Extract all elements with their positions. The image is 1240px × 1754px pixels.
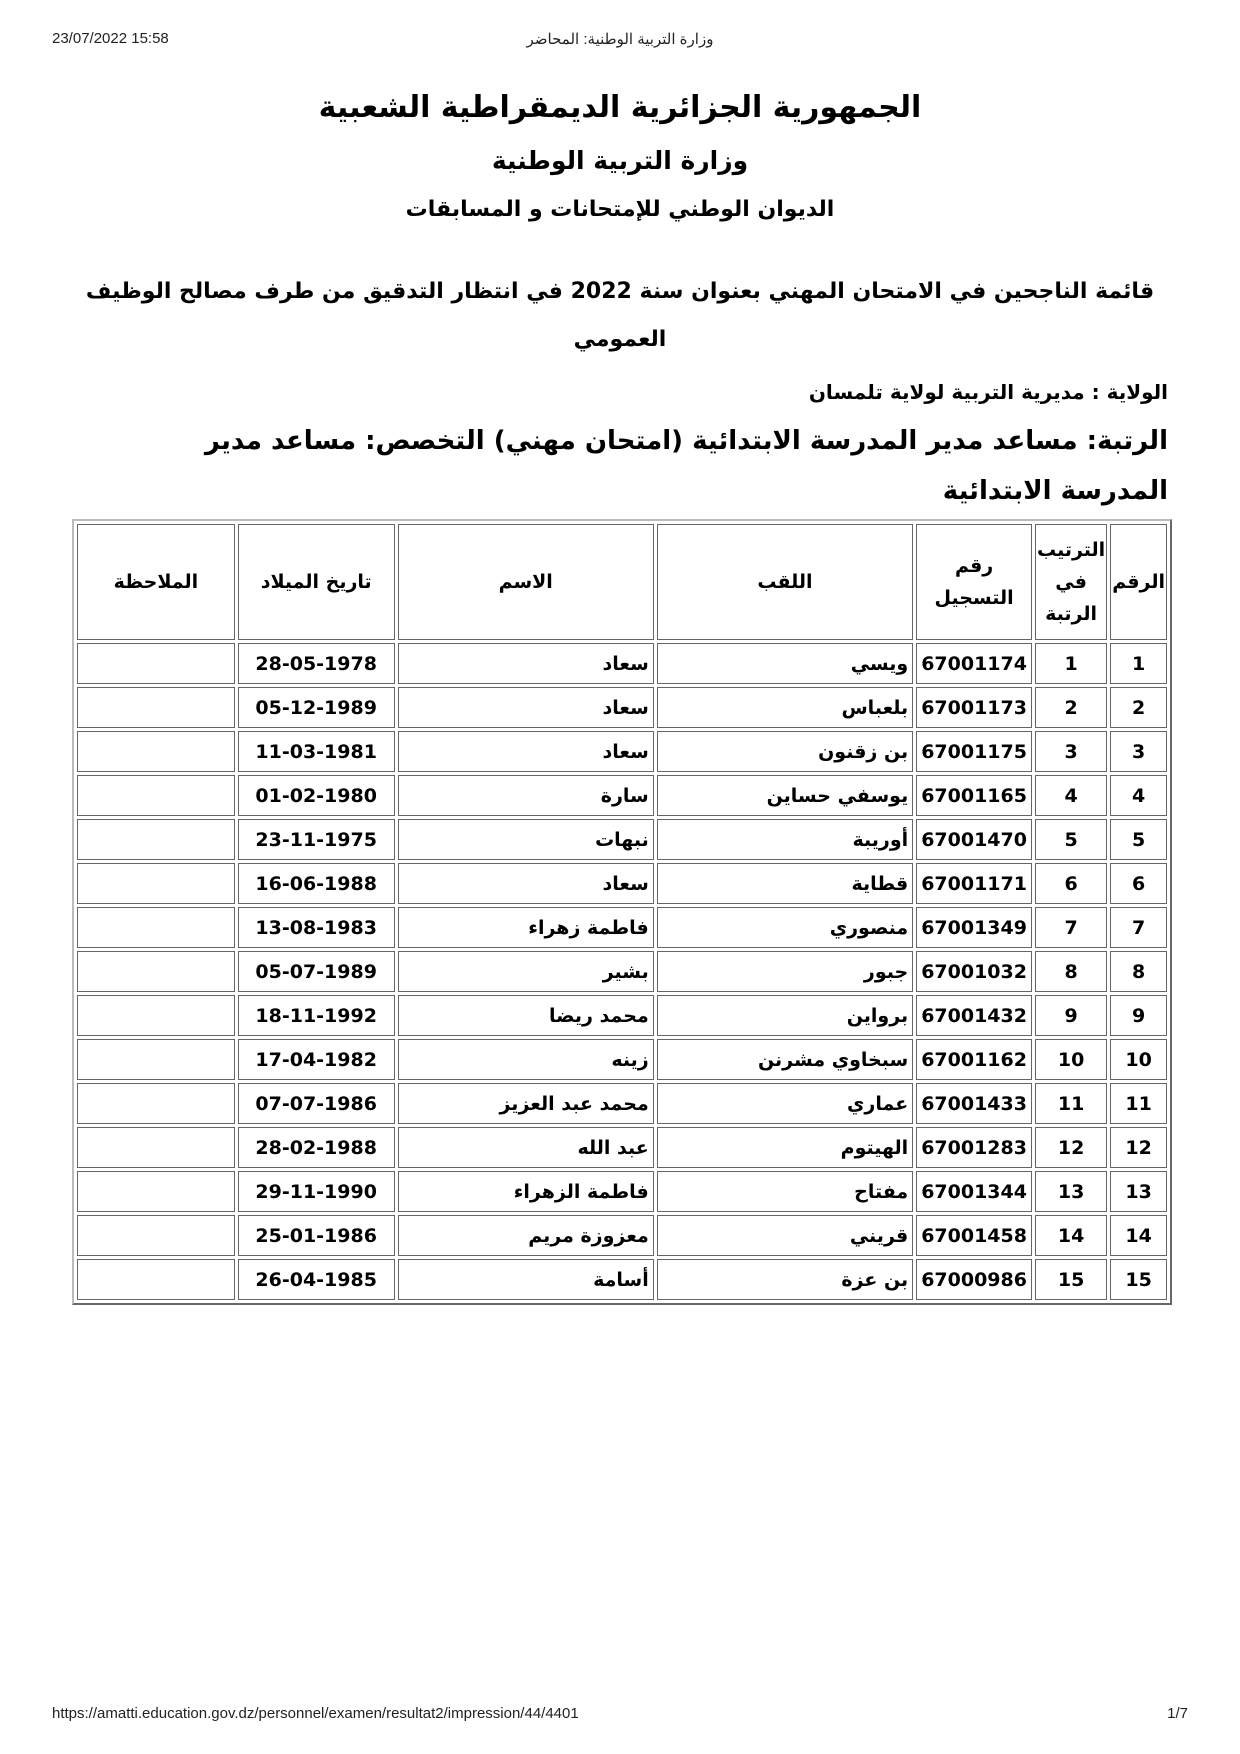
cell-note [77,1127,235,1168]
cell-rank: 10 [1035,1039,1107,1080]
print-datetime: 23/07/2022 15:58 [52,30,169,47]
cell-rank: 5 [1035,819,1107,860]
cell-last-name: ويسي [657,643,913,684]
print-url: https://amatti.education.gov.dz/personnel/examen/resultat2/impression/44/4401 [52,1705,579,1722]
cell-registration: 67001458 [916,1215,1032,1256]
ministry-heading: وزارة التربية الوطنية [491,146,749,175]
cell-registration: 67001174 [916,643,1032,684]
cell-birth-date: 18-11-1992 [238,995,395,1036]
table-row [77,1083,1167,1124]
cell-rank: 7 [1035,907,1107,948]
header-last-name: اللقب [657,524,913,640]
cell-number: 4 [1110,775,1167,816]
cell-last-name: قطاية [657,863,913,904]
cell-first-name: محمد عبد العزيز [398,1083,654,1124]
cell-birth-date: 13-08-1983 [238,907,395,948]
cell-first-name: سعاد [398,643,654,684]
cell-rank: 13 [1035,1171,1107,1212]
cell-registration: 67001165 [916,775,1032,816]
cell-rank: 2 [1035,687,1107,728]
cell-rank: 11 [1035,1083,1107,1124]
cell-rank: 15 [1035,1259,1107,1300]
cell-note [77,1215,235,1256]
table-row [77,819,1167,860]
print-page-title: وزارة التربية الوطنية: المحاضر [526,31,714,48]
cell-number: 13 [1110,1171,1167,1212]
table-row [77,951,1167,992]
cell-first-name: فاطمة زهراء [398,907,654,948]
cell-note [77,1083,235,1124]
table-row [77,995,1167,1036]
cell-registration: 67001470 [916,819,1032,860]
cell-number: 15 [1110,1259,1167,1300]
cell-first-name: عبد الله [398,1127,654,1168]
cell-note [77,643,235,684]
cell-last-name: عماري [657,1083,913,1124]
cell-note [77,1259,235,1300]
cell-birth-date: 26-04-1985 [238,1259,395,1300]
table-row [77,775,1167,816]
cell-number: 2 [1110,687,1167,728]
results-table [72,519,1172,1305]
header-note: الملاحظة [77,524,235,640]
cell-last-name: بن زقنون [657,731,913,772]
cell-registration: 67001175 [916,731,1032,772]
cell-registration: 67001171 [916,863,1032,904]
header-first-name: الاسم [398,524,654,640]
cell-number: 8 [1110,951,1167,992]
cell-first-name: سارة [398,775,654,816]
table-row [77,1039,1167,1080]
wilaya-label: الولاية : مديرية التربية لولاية تلمسان [808,380,1168,404]
header-birth-date: تاريخ الميلاد [238,524,395,640]
cell-birth-date: 05-12-1989 [238,687,395,728]
cell-number: 12 [1110,1127,1167,1168]
cell-last-name: يوسفي حساين [657,775,913,816]
office-heading: الديوان الوطني للإمتحانات و المسابقات [405,197,835,222]
grade-label: الرتبة: مساعد مدير المدرسة الابتدائية (امتحان مهني) التخصص: مساعد مدير المدرسة الابتدائية [204,426,1168,506]
header-rank: الترتيب في الرتبة [1035,524,1107,640]
cell-last-name: منصوري [657,907,913,948]
cell-last-name: مفتاح [657,1171,913,1212]
cell-note [77,951,235,992]
table-row [77,907,1167,948]
cell-rank: 8 [1035,951,1107,992]
cell-rank: 12 [1035,1127,1107,1168]
cell-birth-date: 25-01-1986 [238,1215,395,1256]
cell-birth-date: 07-07-1986 [238,1083,395,1124]
table-row [77,1171,1167,1212]
cell-first-name: نبهات [398,819,654,860]
cell-rank: 6 [1035,863,1107,904]
header-registration: رقم التسجيل [916,524,1032,640]
cell-note [77,775,235,816]
cell-last-name: بلعباس [657,687,913,728]
cell-first-name: محمد ريضا [398,995,654,1036]
cell-last-name: قريني [657,1215,913,1256]
cell-number: 7 [1110,907,1167,948]
cell-number: 1 [1110,643,1167,684]
list-title: قائمة الناجحين في الامتحان المهني بعنوان سنة 2022 في انتظار التدقيق من طرف مصالح الوظيف العمومي [85,279,1155,352]
document-body [72,80,1168,516]
cell-note [77,1171,235,1212]
cell-registration: 67000986 [916,1259,1032,1300]
print-footer [52,1705,1188,1725]
table-row [77,1127,1167,1168]
cell-rank: 3 [1035,731,1107,772]
cell-number: 10 [1110,1039,1167,1080]
table-header-row [77,524,1167,640]
cell-note [77,863,235,904]
cell-last-name: برواين [657,995,913,1036]
cell-registration: 67001173 [916,687,1032,728]
cell-birth-date: 05-07-1989 [238,951,395,992]
table-row [77,863,1167,904]
print-header [52,30,1188,50]
cell-rank: 9 [1035,995,1107,1036]
cell-number: 14 [1110,1215,1167,1256]
cell-note [77,731,235,772]
table-row [77,687,1167,728]
print-page-count: 1/7 [1167,1705,1188,1722]
cell-registration: 67001032 [916,951,1032,992]
cell-last-name: جبور [657,951,913,992]
cell-note [77,995,235,1036]
cell-birth-date: 29-11-1990 [238,1171,395,1212]
cell-note [77,907,235,948]
cell-note [77,819,235,860]
cell-first-name: سعاد [398,687,654,728]
cell-registration: 67001162 [916,1039,1032,1080]
cell-registration: 67001344 [916,1171,1032,1212]
cell-number: 6 [1110,863,1167,904]
cell-first-name: سعاد [398,731,654,772]
cell-number: 3 [1110,731,1167,772]
cell-first-name: زينه [398,1039,654,1080]
cell-note [77,1039,235,1080]
cell-first-name: فاطمة الزهراء [398,1171,654,1212]
cell-number: 9 [1110,995,1167,1036]
cell-birth-date: 28-02-1988 [238,1127,395,1168]
cell-number: 11 [1110,1083,1167,1124]
cell-note [77,687,235,728]
cell-registration: 67001283 [916,1127,1032,1168]
cell-rank: 4 [1035,775,1107,816]
table-row [77,731,1167,772]
cell-birth-date: 23-11-1975 [238,819,395,860]
cell-first-name: معزوزة مريم [398,1215,654,1256]
cell-registration: 67001349 [916,907,1032,948]
cell-registration: 67001433 [916,1083,1032,1124]
republic-heading: الجمهورية الجزائرية الديمقراطية الشعبية [318,90,922,125]
cell-first-name: بشير [398,951,654,992]
cell-rank: 1 [1035,643,1107,684]
cell-registration: 67001432 [916,995,1032,1036]
cell-first-name: أسامة [398,1259,654,1300]
cell-rank: 14 [1035,1215,1107,1256]
table-row [77,643,1167,684]
cell-last-name: أوريبة [657,819,913,860]
cell-birth-date: 16-06-1988 [238,863,395,904]
cell-number: 5 [1110,819,1167,860]
table-row [77,1259,1167,1300]
cell-birth-date: 17-04-1982 [238,1039,395,1080]
cell-last-name: سبخاوي مشرنن [657,1039,913,1080]
cell-last-name: بن عزة [657,1259,913,1300]
cell-birth-date: 01-02-1980 [238,775,395,816]
cell-birth-date: 28-05-1978 [238,643,395,684]
header-number: الرقم [1110,524,1167,640]
table-row [77,1215,1167,1256]
cell-birth-date: 11-03-1981 [238,731,395,772]
cell-last-name: الهيتوم [657,1127,913,1168]
cell-first-name: سعاد [398,863,654,904]
